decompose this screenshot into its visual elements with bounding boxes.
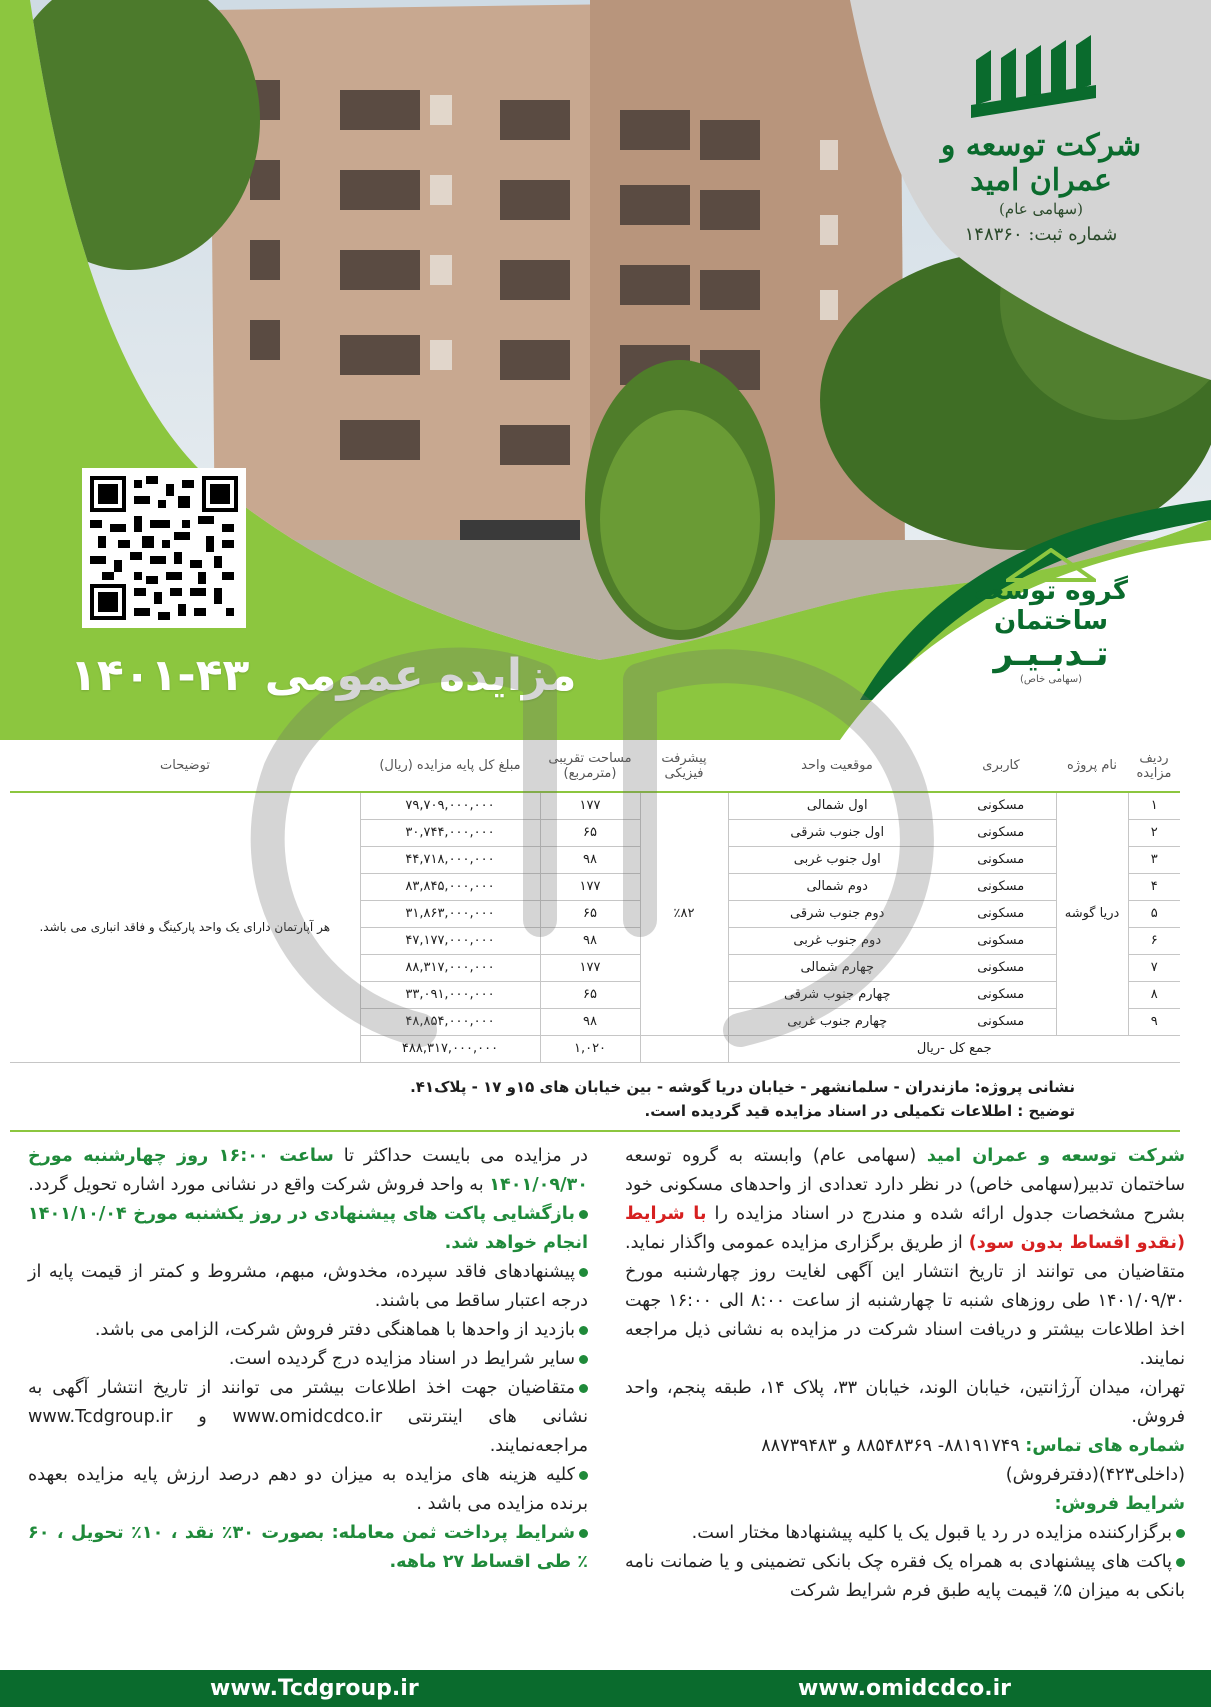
col-header-description: توضیحات — [10, 740, 360, 792]
unit-location-cell: اول جنوب شرقی — [728, 819, 946, 846]
price-cell: ۳۳,۰۹۱,۰۰۰,۰۰۰ — [360, 981, 540, 1008]
row-number: ۶ — [1128, 927, 1180, 954]
col-header-base-price: مبلغ کل پایه مزایده (ریال) — [360, 740, 540, 792]
condition-item — [28, 1374, 588, 1461]
phone-numbers[interactable]: ۸۸۱۹۱۷۴۹- ۸۸۵۴۸۳۶۹ و ۸۸۷۳۹۴۸۳ — [761, 1436, 1020, 1456]
group-name: گروه توسعه ساختمان — [974, 576, 1128, 636]
usage-cell: مسکونی — [946, 900, 1056, 927]
bullet-icon — [579, 1529, 588, 1538]
condition-text: پاکت های پیشنهادی به همراه یک فقره چک بانکی تضمینی و یا ضمانت نامه بانکی به میزان ۵٪ قیمت پایه طبق فرم شرایط شرکت — [625, 1552, 1185, 1601]
unit-location-cell: چهارم جنوب شرقی — [728, 981, 946, 1008]
row-number: ۱ — [1128, 792, 1180, 819]
office-address: تهران، میدان آرژانتین، خیابان الوند، خیابان ۳۳، پلاک ۱۴، طبقه پنجم، واحد فروش. — [625, 1378, 1186, 1427]
total-empty — [640, 1035, 728, 1062]
price-cell: ۸۳,۸۴۵,۰۰۰,۰۰۰ — [360, 873, 540, 900]
price-cell: ۸۸,۳۱۷,۰۰۰,۰۰۰ — [360, 954, 540, 981]
table-header-row — [10, 740, 1180, 792]
area-cell: ۹۸ — [540, 927, 640, 954]
row-number: ۳ — [1128, 846, 1180, 873]
total-price: ۴۸۸,۳۱۷,۰۰۰,۰۰۰ — [360, 1035, 540, 1062]
deadline-date: ساعت ۱۶:۰۰ روز چهارشنبه مورخ ۱۴۰۱/۰۹/۳۰ — [28, 1146, 588, 1195]
price-cell: ۴۸,۸۵۴,۰۰۰,۰۰۰ — [360, 1008, 540, 1035]
unit-location-cell: دوم جنوب غربی — [728, 927, 946, 954]
hero-banner — [0, 0, 1211, 740]
area-cell: ۶۵ — [540, 819, 640, 846]
qr-code-icon — [90, 476, 238, 620]
price-cell: ۷۹,۷۰۹,۰۰۰,۰۰۰ — [360, 792, 540, 819]
area-cell: ۹۸ — [540, 846, 640, 873]
qr-code[interactable] — [82, 468, 246, 628]
condition-text: کلیه هزینه های مزایده به میزان دو دهم درصد ارزش پایه مزایده بعهده برنده مزایده می باشد . — [28, 1465, 588, 1514]
condition-item — [28, 1461, 588, 1519]
usage-cell: مسکونی — [946, 1008, 1056, 1035]
deadline-text-b: به واحد فروش شرکت واقع در نشانی مورد اشاره تحویل گردد. — [28, 1175, 490, 1195]
phones-line — [625, 1432, 1185, 1461]
group-type: (سهامی خاص) — [1019, 674, 1083, 685]
usage-cell: مسکونی — [946, 927, 1056, 954]
right-text-column — [625, 1142, 1185, 1606]
unit-location-cell: چهارم جنوب غربی — [728, 1008, 946, 1035]
unit-location-cell: دوم شمالی — [728, 873, 946, 900]
project-name-cell: دریا گوشه — [1056, 792, 1128, 1035]
price-cell: ۳۱,۸۶۳,۰۰۰,۰۰۰ — [360, 900, 540, 927]
price-cell: ۴۷,۱۷۷,۰۰۰,۰۰۰ — [360, 927, 540, 954]
col-header-progress: پیشرفت فیزیکی — [640, 740, 728, 792]
deadline-paragraph — [28, 1142, 588, 1200]
bullet-icon — [579, 1210, 588, 1219]
footer-link-omidcdco[interactable]: www.omidcdco.ir — [798, 1676, 1011, 1701]
left-text-column — [28, 1142, 588, 1577]
usage-cell: مسکونی — [946, 981, 1056, 1008]
usage-cell: مسکونی — [946, 846, 1056, 873]
unit-location-cell: دوم جنوب شرقی — [728, 900, 946, 927]
condition-item — [28, 1345, 588, 1374]
unit-location-cell: اول جنوب غربی — [728, 846, 946, 873]
condition-item — [625, 1548, 1185, 1606]
project-address: نشانی پروژه: مازندران - سلمانشهر - خیابان دریا گوشه - بین خیابان های ۱۵و ۱۷ - پلاک۴۱. — [410, 1078, 1075, 1096]
progress-cell: ٪۸۲ — [640, 792, 728, 1035]
footer-link-tcdgroup[interactable]: www.Tcdgroup.ir — [210, 1676, 419, 1701]
group-brand: تـدبـیـر — [993, 634, 1109, 674]
unit-location-cell: چهارم شمالی — [728, 954, 946, 981]
row-number: ۷ — [1128, 954, 1180, 981]
deadline-text-a: در مزایده می بایست حداکثر تا — [333, 1146, 588, 1166]
omid-logo — [911, 30, 1171, 245]
table-body — [10, 792, 1180, 1062]
phones-label: شماره های تماس: — [1025, 1436, 1185, 1456]
usage-cell: مسکونی — [946, 954, 1056, 981]
bullet-icon — [579, 1268, 588, 1277]
total-area: ۱,۰۲۰ — [540, 1035, 640, 1062]
payment-terms-text: شرایط پرداخت ثمن معامله: بصورت ۳۰٪ نقد ، ۱۰٪ تحویل ، ۶۰ ٪ طی اقساط ۲۷ ماهه. — [28, 1523, 588, 1572]
footer-bar — [0, 1670, 1211, 1707]
divider — [10, 1130, 1180, 1132]
row-number: ۸ — [1128, 981, 1180, 1008]
row-number: ۵ — [1128, 900, 1180, 927]
websites-text[interactable]: متقاضیان جهت اخذ اطلاعات بیشتر می توانند از تاریخ انتشار آگهی به نشانی های اینترنتی www.omidcdco.ir و www.Tcdgroup.ir مراجعه‌نمایند. — [28, 1378, 588, 1456]
auction-title: مزایده عمومی ۴۳-۱۴۰۱ — [70, 650, 577, 701]
tadbir-logo — [921, 548, 1181, 685]
bullet-icon — [579, 1471, 588, 1480]
company-type: (سهامی عام) — [999, 200, 1083, 218]
phones-extension: (داخلی۴۲۳)(دفترفروش) — [1005, 1465, 1185, 1485]
usage-cell: مسکونی — [946, 792, 1056, 819]
total-label: جمع کل -ریال — [728, 1035, 1180, 1062]
condition-item — [28, 1316, 588, 1345]
condition-text: سایر شرایط در اسناد مزایده درج گردیده است. — [228, 1349, 575, 1369]
area-cell: ۱۷۷ — [540, 873, 640, 900]
col-header-project: نام پروژه — [1056, 740, 1128, 792]
price-cell: ۴۴,۷۱۸,۰۰۰,۰۰۰ — [360, 846, 540, 873]
usage-cell: مسکونی — [946, 873, 1056, 900]
col-header-unit-location: موقعیت واحد — [728, 740, 946, 792]
col-header-usage: کاربری — [946, 740, 1056, 792]
company-name: شرکت توسعه و عمران امید — [940, 128, 1142, 198]
row-number: ۹ — [1128, 1008, 1180, 1035]
description-cell: هر آپارتمان دارای یک واحد پارکینگ و فاقد انباری می باشد. — [10, 792, 360, 1062]
sale-conditions-title: شرایط فروش: — [1054, 1494, 1185, 1514]
registration-number: شماره ثبت: ۱۴۸۳۶۰ — [964, 224, 1118, 245]
bullet-icon — [1176, 1558, 1185, 1567]
intro-text-a: (سهامی عام) وابسته به گروه توسعه ساختمان تدبیر(سهامی خاص) در نظر دارد تعدادی از واحدهای مسکونی خود بشرح مشخصات جدول ارائه شده و مندرج در اسناد مزایده را — [625, 1146, 1185, 1224]
condition-item — [28, 1258, 588, 1316]
payment-terms-highlight: با شرایط (نقدو اقساط بدون سود) — [625, 1204, 1185, 1253]
usage-cell: مسکونی — [946, 819, 1056, 846]
col-header-area: مساحت تقریبی (مترمربع) — [540, 740, 640, 792]
bullet-icon — [579, 1384, 588, 1393]
area-cell: ۶۵ — [540, 900, 640, 927]
notes-block — [15, 1075, 1075, 1123]
bullet-icon — [1176, 1529, 1185, 1538]
condition-item — [28, 1200, 588, 1258]
company-name-inline: شرکت توسعه و عمران امید — [926, 1146, 1186, 1166]
condition-item — [28, 1519, 588, 1577]
opening-date-text: بازگشایی پاکت های پیشنهادی در روز یکشنبه مورخ ۱۴۰۱/۱۰/۰۴ انجام خواهد شد. — [28, 1204, 588, 1253]
area-cell: ۱۷۷ — [540, 954, 640, 981]
col-header-row-number: ردیف مزایده — [1128, 740, 1180, 792]
table-row — [10, 792, 1180, 819]
intro-text-b: از طریق برگزاری مزایده عمومی واگذار نماید. متقاضیان می توانند از تاریخ انتشار این آگهی لغایت روز چهارشنبه مورخ ۱۴۰۱/۰۹/۳۰ طی روزهای شنبه تا چهارشنبه از ساعت ۸:۰۰ الی ۱۶:۰۰ جهت اخذ اطلاعات بیشتر و دریافت اسناد شرکت در مزایده به نشانی ذیل مراجعه نمایند. — [625, 1233, 1185, 1369]
area-cell: ۹۸ — [540, 1008, 640, 1035]
row-number: ۲ — [1128, 819, 1180, 846]
auction-table — [10, 740, 1180, 1063]
condition-item — [625, 1519, 1185, 1548]
intro-paragraph — [625, 1142, 1185, 1374]
bullet-icon — [579, 1326, 588, 1335]
area-cell: ۶۵ — [540, 981, 640, 1008]
unit-location-cell: اول شمالی — [728, 792, 946, 819]
bullet-icon — [579, 1355, 588, 1364]
condition-text: برگزارکننده مزایده در رد یا قبول یک یا کلیه پیشنهادها مختار است. — [691, 1523, 1172, 1543]
omid-logo-icon — [966, 30, 1116, 120]
row-number: ۴ — [1128, 873, 1180, 900]
area-cell: ۱۷۷ — [540, 792, 640, 819]
price-cell: ۳۰,۷۴۴,۰۰۰,۰۰۰ — [360, 819, 540, 846]
condition-text: پیشنهادهای فاقد سپرده، مخدوش، مبهم، مشروط و کمتر از قیمت پایه از درجه اعتبار ساقط می باشند. — [28, 1262, 588, 1311]
condition-text: بازدید از واحدها با هماهنگی دفتر فروش شرکت، الزامی می باشد. — [94, 1320, 575, 1340]
supplementary-note: توضیح : اطلاعات تکمیلی در اسناد مزایده قید گردیده است. — [644, 1102, 1075, 1120]
